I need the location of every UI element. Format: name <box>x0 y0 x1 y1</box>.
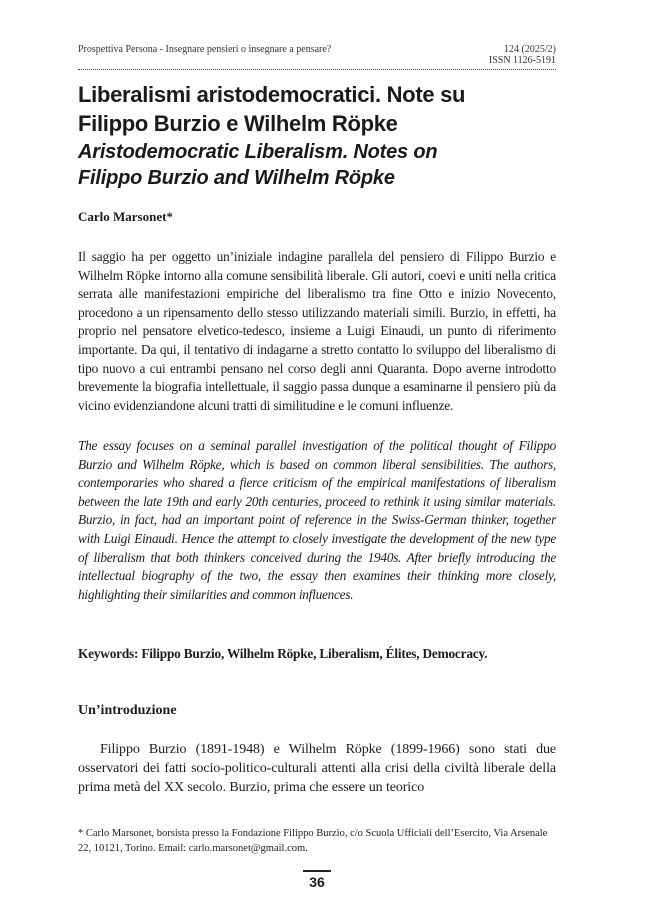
page-number: 36 <box>303 870 331 890</box>
abstract-english: The essay focuses on a seminal parallel investigation of the political thought of Filippo Burzio and Wilhelm Röpke, which is based on common liberal sensibilities. The authors, contemporaries who shared a fierce criticism of the empirical manifestations of liberalism between the late 19th and early 20th centuries, proceed to rethink it using similar materials. Burzio, in fact, had an important point of reference in the Swiss-German thinker, together with Luigi Einaudi. Hence the attempt to closely investigate the development of the new type of liberalism that both thinkers conceived during the 1940s. After briefly introducing the intellectual biography of the two, the essay then examines their thinking more closely, highlighting their similarities and common influences. <box>78 438 556 602</box>
author-footnote: * Carlo Marsonet, borsista presso la Fondazione Filippo Burzio, c/o Scuola Ufficiali dell’Esercito, Via Arsenale 22, 10121, Torino. Email: carlo.marsonet@gmail.com. <box>78 828 548 854</box>
abstract-italian: Il saggio ha per oggetto un’iniziale indagine parallela del pensiero di Filippo Burzio e Wilhelm Röpke intorno alla comune sensibilità liberale. Gli autori, coevi e uniti nella critica serrata alle manifestazioni empiriche del liberalismo tra fine Otto e inizio Novecento, procedono a un ripensamento dello stesso utilizzando materiali simili. Burzio, in effetti, ha proprio nel pensatore elvetico-tedesco, insieme a Luigi Einaudi, un punto di riferimento importante. Da qui, il tentativo di indagarne a stretto contatto lo sviluppo del liberalismo di tipo nuovo a cui entrambi pensano nel corso degli anni Quaranta. Dopo averne introdotto brevemente la biografia intellettuale, il saggio passa dunque a esaminarne il pensiero più da vicino evidenziandone alcuni tratti di similitudine e le comuni influenze. <box>78 249 556 413</box>
issn: ISSN 1126-5191 <box>488 55 556 66</box>
subtitle-line-2: Filippo Burzio and Wilhelm Röpke <box>78 167 395 189</box>
keywords: Keywords: Filippo Burzio, Wilhelm Röpke, Liberalism, Élites, Democracy. <box>78 646 488 661</box>
issue-number: 124 (2025/2) <box>504 44 556 55</box>
body-paragraph: Filippo Burzio (1891-1948) e Wilhelm Röpke (1899-1966) sono stati due osservatori dei fatti socio-politico-culturali attenti alla crisi della civiltà liberale della prima metà del XX secolo. Burzio, prima che essere un teorico <box>78 742 556 795</box>
issue-info <box>489 44 556 66</box>
header-divider <box>78 69 556 70</box>
subtitle-line-1: Aristodemocratic Liberalism. Notes on <box>78 141 438 163</box>
section-heading: Un’introduzione <box>78 703 177 718</box>
author-name: Carlo Marsonet* <box>78 209 173 224</box>
article-subtitle-en <box>78 139 568 191</box>
title-line-2: Filippo Burzio e Wilhelm Röpke <box>78 111 398 136</box>
article-title <box>78 80 568 138</box>
title-line-1: Liberalismi aristodemocratici. Note su <box>78 82 466 107</box>
journal-title: Prospettiva Persona - Insegnare pensieri o insegnare a pensare? <box>78 44 332 55</box>
article-page <box>78 0 556 917</box>
